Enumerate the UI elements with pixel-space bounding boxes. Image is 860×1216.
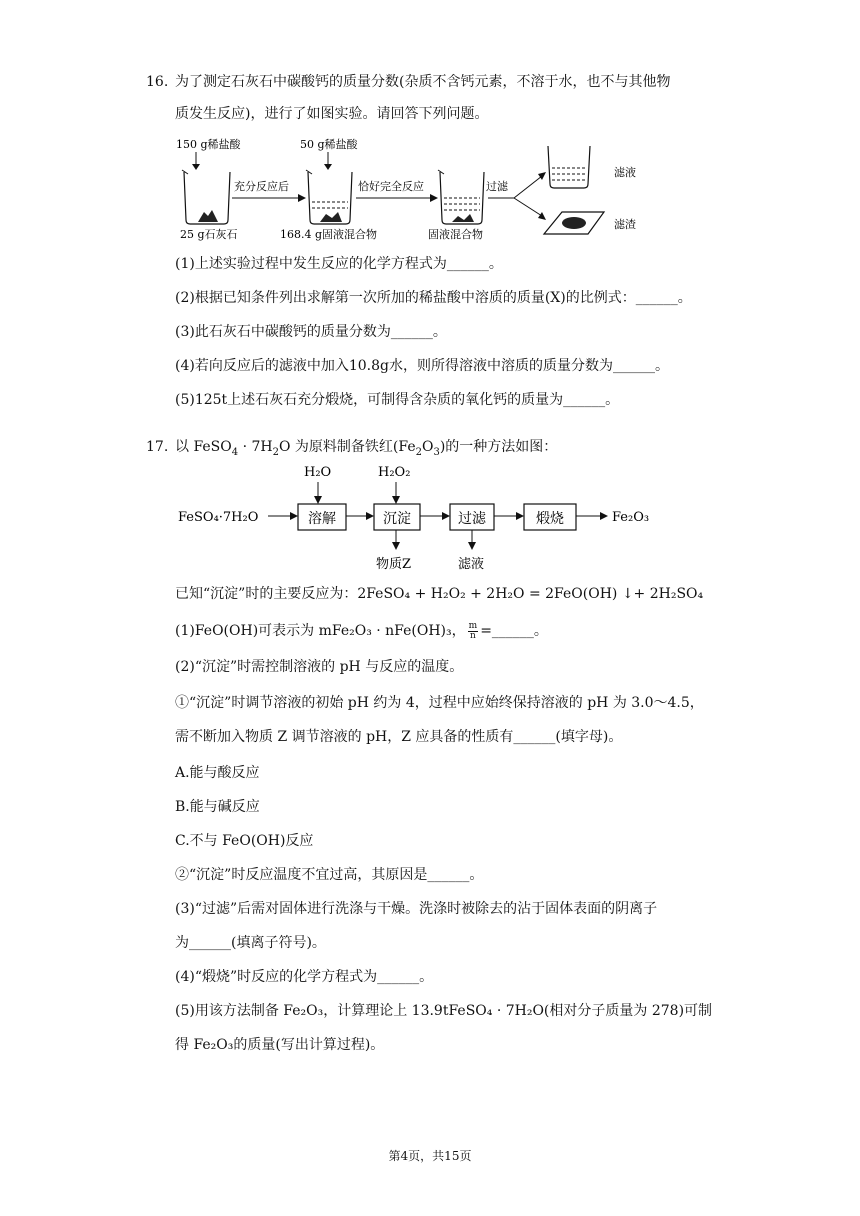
residue-paper [544, 212, 604, 234]
q17-sub5-line2: 得 Fe₂O₃的质量(写出计算过程)。 [175, 1037, 385, 1053]
q16-experiment-diagram [170, 132, 670, 244]
flow-start: FeSO₄·7H₂O [178, 510, 259, 525]
q16-arrow2-label: 恰好完全反应 [358, 180, 424, 193]
q17-sub2-ii: ②“沉淀”时反应温度不宜过高，其原因是______。 [175, 867, 484, 883]
q16-filtrate-label: 滤液 [614, 166, 636, 179]
q16-acid2-label: 50 g稀盐酸 [300, 138, 358, 151]
beaker-3 [438, 170, 484, 224]
q17-option-b: B.能与碱反应 [175, 799, 260, 815]
flow-out-filtrate: 滤液 [458, 557, 485, 572]
q16-beaker2-label: 168.4 g固液混合物 [280, 228, 378, 241]
beaker-1 [182, 170, 230, 224]
q16-residue-label: 滤渣 [614, 218, 636, 231]
q16-number: 16. [146, 74, 169, 90]
q16-sub1: (1)上述实验过程中发生反应的化学方程式为______。 [175, 256, 503, 272]
flow-input-h2o: H₂O [304, 465, 332, 480]
flow-step3-label: 过滤 [458, 511, 486, 527]
flow-input-h2o2: H₂O₂ [378, 465, 411, 480]
q17-sub2-i-line1: ①“沉淀”时调节溶液的初始 pH 约为 4，过程中应始终保持溶液的 pH 为 3.0～4.5， [175, 695, 704, 711]
flow-product: Fe₂O₃ [612, 510, 650, 525]
q17-number: 17. [146, 439, 169, 455]
q17-sub4: (4)“煅烧”时反应的化学方程式为______。 [175, 969, 434, 985]
q16-beaker3-label: 固液混合物 [428, 228, 483, 241]
q16-arrow3-label: 过滤 [486, 180, 508, 193]
q17-sub2-i-line2: 需不断加入物质 Z 调节溶液的 pH，Z 应具备的性质有______(填字母)。 [175, 729, 623, 745]
q17-option-a: A.能与酸反应 [175, 765, 260, 781]
q16-acid1-label: 150 g稀盐酸 [176, 138, 241, 151]
q16-sub3: (3)此石灰石中碳酸钙的质量分数为______。 [175, 324, 447, 340]
q17-sub5-line1: (5)用该方法制备 Fe₂O₃，计算理论上 13.9tFeSO₄ · 7H₂O(相对分子质量为 278)可制 [175, 1003, 713, 1019]
q16-beaker1-label: 25 g石灰石 [180, 228, 238, 241]
q16-arrow1-label: 充分反应后 [234, 180, 289, 193]
filtrate-beaker [548, 146, 590, 188]
beaker-2 [306, 170, 352, 224]
flow-out-z: 物质Z [376, 557, 412, 572]
flow-step4-label: 煅烧 [536, 511, 564, 527]
flow-step1-label: 溶解 [308, 511, 336, 527]
q17-option-c: C.不与 FeO(OH)反应 [175, 833, 314, 849]
q16-sub2: (2)根据已知条件列出求解第一次所加的稀盐酸中溶质的质量(X)的比例式：______。 [175, 290, 692, 306]
q16-intro-line1: 为了测定石灰石中碳酸钙的质量分数(杂质不含钙元素，不溶于水，也不与其他物 [175, 74, 671, 90]
q16-intro-line2: 质发生反应)，进行了如图实验。请回答下列问题。 [175, 106, 489, 122]
q17-known-reaction: 已知“沉淀”时的主要反应为：2FeSO₄ + H₂O₂ + 2H₂O = 2FeO(OH) ↓+ 2H₂SO₄ [175, 586, 704, 602]
q16-sub4: (4)若向反应后的滤液中加入10.8g水，则所得溶液中溶质的质量分数为______。 [175, 358, 669, 374]
q17-intro: 以 FeSO$_4$ · $7H_2O$ 为原料制备铁红$(Fe_2O_3)$的一种方法如图： [175, 439, 558, 458]
flow-step2-label: 沉淀 [383, 511, 411, 527]
q17-sub1: (1)FeO(OH)可表示为 mFe₂O₃ · nFe(OH)₃， $\frac{m}{n}$ =______。 [175, 620, 548, 641]
q17-flow-diagram [172, 460, 672, 576]
q16-sub5: (5)125t上述石灰石充分煅烧，可制得含杂质的氧化钙的质量为______。 [175, 392, 620, 408]
q17-sub2: (2)“沉淀”时需控制溶液的 pH 与反应的温度。 [175, 659, 464, 675]
fraction-m-over-n: $\frac{m}{n}$ [468, 620, 478, 641]
q17-sub3-line1: (3)“过滤”后需对固体进行洗涤与干燥。洗涤时被除去的沾于固体表面的阴离子 [175, 901, 658, 917]
page-footer: 第4页，共15页 [388, 1149, 472, 1163]
q17-sub3-line2: 为______(填离子符号)。 [175, 935, 326, 951]
